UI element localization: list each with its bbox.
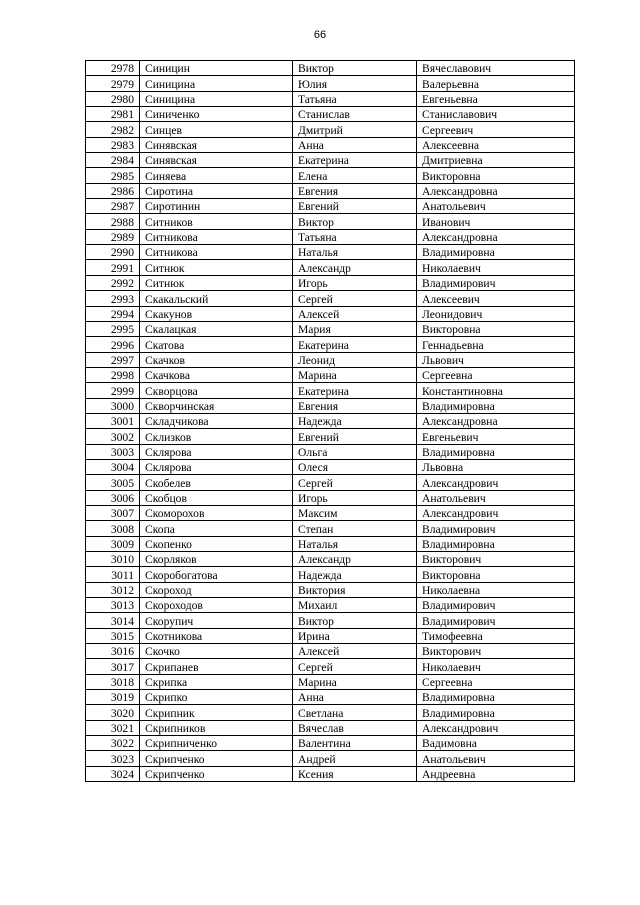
patronymic-cell: Владимировна bbox=[417, 536, 575, 551]
row-number-cell: 3016 bbox=[86, 644, 140, 659]
patronymic-cell: Львович bbox=[417, 352, 575, 367]
patronymic-cell: Викторовна bbox=[417, 168, 575, 183]
first-name-cell: Виктория bbox=[293, 582, 417, 597]
first-name-cell: Наталья bbox=[293, 245, 417, 260]
surname-cell: Скороходов bbox=[140, 598, 293, 613]
row-number-cell: 3020 bbox=[86, 705, 140, 720]
first-name-cell: Алексей bbox=[293, 306, 417, 321]
surname-cell: Ситникова bbox=[140, 229, 293, 244]
patronymic-cell: Викторович bbox=[417, 552, 575, 567]
first-name-cell: Марина bbox=[293, 674, 417, 689]
surname-cell: Ситнюк bbox=[140, 260, 293, 275]
row-number-cell: 2999 bbox=[86, 383, 140, 398]
patronymic-cell: Львовна bbox=[417, 459, 575, 474]
table-row bbox=[86, 122, 575, 137]
patronymic-cell: Викторович bbox=[417, 644, 575, 659]
patronymic-cell: Николаевич bbox=[417, 659, 575, 674]
patronymic-cell: Сергеевич bbox=[417, 122, 575, 137]
first-name-cell: Степан bbox=[293, 521, 417, 536]
patronymic-cell: Дмитриевна bbox=[417, 153, 575, 168]
first-name-cell: Александр bbox=[293, 552, 417, 567]
first-name-cell: Надежда bbox=[293, 413, 417, 428]
table-row bbox=[86, 199, 575, 214]
first-name-cell: Михаил bbox=[293, 598, 417, 613]
row-number-cell: 2978 bbox=[86, 61, 140, 76]
surname-cell: Сиротинин bbox=[140, 199, 293, 214]
surname-cell: Скобелев bbox=[140, 475, 293, 490]
patronymic-cell: Сергеевна bbox=[417, 367, 575, 382]
first-name-cell: Екатерина bbox=[293, 337, 417, 352]
table-row bbox=[86, 260, 575, 275]
patronymic-cell: Валерьевна bbox=[417, 76, 575, 91]
surname-cell: Синявская bbox=[140, 137, 293, 152]
first-name-cell: Елена bbox=[293, 168, 417, 183]
row-number-cell: 2995 bbox=[86, 321, 140, 336]
patronymic-cell: Владимировна bbox=[417, 690, 575, 705]
table-row bbox=[86, 613, 575, 628]
first-name-cell: Екатерина bbox=[293, 153, 417, 168]
surname-cell: Сиротина bbox=[140, 183, 293, 198]
row-number-cell: 3015 bbox=[86, 628, 140, 643]
patronymic-cell: Владимирович bbox=[417, 521, 575, 536]
first-name-cell: Максим bbox=[293, 505, 417, 520]
patronymic-cell: Александровна bbox=[417, 413, 575, 428]
row-number-cell: 3008 bbox=[86, 521, 140, 536]
row-number-cell: 2983 bbox=[86, 137, 140, 152]
table-row bbox=[86, 137, 575, 152]
row-number-cell: 3000 bbox=[86, 398, 140, 413]
first-name-cell: Светлана bbox=[293, 705, 417, 720]
patronymic-cell: Тимофеевна bbox=[417, 628, 575, 643]
first-name-cell: Александр bbox=[293, 260, 417, 275]
patronymic-cell: Владимирович bbox=[417, 613, 575, 628]
surname-cell: Скрипанев bbox=[140, 659, 293, 674]
row-number-cell: 3001 bbox=[86, 413, 140, 428]
patronymic-cell: Вадимовна bbox=[417, 736, 575, 751]
first-name-cell: Игорь bbox=[293, 275, 417, 290]
row-number-cell: 2985 bbox=[86, 168, 140, 183]
first-name-cell: Виктор bbox=[293, 214, 417, 229]
row-number-cell: 3014 bbox=[86, 613, 140, 628]
surname-cell: Скрипник bbox=[140, 705, 293, 720]
first-name-cell: Евгений bbox=[293, 429, 417, 444]
surname-cell: Склизков bbox=[140, 429, 293, 444]
first-name-cell: Мария bbox=[293, 321, 417, 336]
table-row bbox=[86, 398, 575, 413]
row-number-cell: 2988 bbox=[86, 214, 140, 229]
surname-cell: Скоморохов bbox=[140, 505, 293, 520]
first-name-cell: Евгения bbox=[293, 183, 417, 198]
table-row bbox=[86, 153, 575, 168]
row-number-cell: 2990 bbox=[86, 245, 140, 260]
first-name-cell: Татьяна bbox=[293, 229, 417, 244]
surname-cell: Синиченко bbox=[140, 107, 293, 122]
row-number-cell: 3022 bbox=[86, 736, 140, 751]
row-number-cell: 3013 bbox=[86, 598, 140, 613]
table-row bbox=[86, 444, 575, 459]
surname-cell: Скрипников bbox=[140, 720, 293, 735]
row-number-cell: 3002 bbox=[86, 429, 140, 444]
table-row bbox=[86, 229, 575, 244]
table-row bbox=[86, 690, 575, 705]
first-name-cell: Сергей bbox=[293, 291, 417, 306]
table-row bbox=[86, 291, 575, 306]
table-row bbox=[86, 168, 575, 183]
surname-cell: Скрипченко bbox=[140, 766, 293, 781]
patronymic-cell: Александрович bbox=[417, 505, 575, 520]
patronymic-cell: Константиновна bbox=[417, 383, 575, 398]
first-name-cell: Наталья bbox=[293, 536, 417, 551]
row-number-cell: 2991 bbox=[86, 260, 140, 275]
table-row bbox=[86, 628, 575, 643]
row-number-cell: 3017 bbox=[86, 659, 140, 674]
first-name-cell: Вячеслав bbox=[293, 720, 417, 735]
first-name-cell: Станислав bbox=[293, 107, 417, 122]
row-number-cell: 3023 bbox=[86, 751, 140, 766]
row-number-cell: 2984 bbox=[86, 153, 140, 168]
patronymic-cell: Владимировна bbox=[417, 245, 575, 260]
patronymic-cell: Николаевна bbox=[417, 582, 575, 597]
patronymic-cell: Евгеньевич bbox=[417, 429, 575, 444]
surname-cell: Скорляков bbox=[140, 552, 293, 567]
patronymic-cell: Владимирович bbox=[417, 598, 575, 613]
first-name-cell: Ксения bbox=[293, 766, 417, 781]
row-number-cell: 3019 bbox=[86, 690, 140, 705]
patronymic-cell: Александровна bbox=[417, 183, 575, 198]
table-row bbox=[86, 766, 575, 781]
first-name-cell: Игорь bbox=[293, 490, 417, 505]
table-row bbox=[86, 475, 575, 490]
table-row bbox=[86, 567, 575, 582]
patronymic-cell: Владимировна bbox=[417, 398, 575, 413]
table-row bbox=[86, 352, 575, 367]
first-name-cell: Надежда bbox=[293, 567, 417, 582]
roster-table-body bbox=[86, 61, 575, 782]
row-number-cell: 2987 bbox=[86, 199, 140, 214]
row-number-cell: 3024 bbox=[86, 766, 140, 781]
patronymic-cell: Вячеславович bbox=[417, 61, 575, 76]
first-name-cell: Андрей bbox=[293, 751, 417, 766]
surname-cell: Скорупич bbox=[140, 613, 293, 628]
surname-cell: Скрипченко bbox=[140, 751, 293, 766]
patronymic-cell: Станиславович bbox=[417, 107, 575, 122]
surname-cell: Скатова bbox=[140, 337, 293, 352]
patronymic-cell: Анатольевич bbox=[417, 490, 575, 505]
first-name-cell: Евгений bbox=[293, 199, 417, 214]
surname-cell: Скопенко bbox=[140, 536, 293, 551]
surname-cell: Синяева bbox=[140, 168, 293, 183]
table-row bbox=[86, 582, 575, 597]
surname-cell: Синицина bbox=[140, 76, 293, 91]
table-row bbox=[86, 459, 575, 474]
first-name-cell: Анна bbox=[293, 137, 417, 152]
table-row bbox=[86, 91, 575, 106]
surname-cell: Ситникова bbox=[140, 245, 293, 260]
surname-cell: Скотникова bbox=[140, 628, 293, 643]
row-number-cell: 3006 bbox=[86, 490, 140, 505]
table-row bbox=[86, 736, 575, 751]
first-name-cell: Татьяна bbox=[293, 91, 417, 106]
patronymic-cell: Геннадьевна bbox=[417, 337, 575, 352]
table-row bbox=[86, 245, 575, 260]
row-number-cell: 3007 bbox=[86, 505, 140, 520]
row-number-cell: 2986 bbox=[86, 183, 140, 198]
table-row bbox=[86, 536, 575, 551]
patronymic-cell: Алексеевна bbox=[417, 137, 575, 152]
table-row bbox=[86, 275, 575, 290]
patronymic-cell: Леонидович bbox=[417, 306, 575, 321]
row-number-cell: 2996 bbox=[86, 337, 140, 352]
surname-cell: Скалацкая bbox=[140, 321, 293, 336]
surname-cell: Ситников bbox=[140, 214, 293, 229]
table-row bbox=[86, 337, 575, 352]
surname-cell: Синявская bbox=[140, 153, 293, 168]
surname-cell: Скачкова bbox=[140, 367, 293, 382]
patronymic-cell: Викторовна bbox=[417, 567, 575, 582]
surname-cell: Скрипка bbox=[140, 674, 293, 689]
first-name-cell: Ольга bbox=[293, 444, 417, 459]
patronymic-cell: Викторовна bbox=[417, 321, 575, 336]
patronymic-cell: Александрович bbox=[417, 475, 575, 490]
row-number-cell: 2998 bbox=[86, 367, 140, 382]
row-number-cell: 3021 bbox=[86, 720, 140, 735]
first-name-cell: Виктор bbox=[293, 61, 417, 76]
surname-cell: Синцев bbox=[140, 122, 293, 137]
row-number-cell: 3004 bbox=[86, 459, 140, 474]
table-row bbox=[86, 321, 575, 336]
table-row bbox=[86, 383, 575, 398]
row-number-cell: 2981 bbox=[86, 107, 140, 122]
table-row bbox=[86, 552, 575, 567]
table-row bbox=[86, 505, 575, 520]
row-number-cell: 2993 bbox=[86, 291, 140, 306]
first-name-cell: Екатерина bbox=[293, 383, 417, 398]
patronymic-cell: Алексеевич bbox=[417, 291, 575, 306]
table-row bbox=[86, 598, 575, 613]
surname-cell: Ситнюк bbox=[140, 275, 293, 290]
patronymic-cell: Владимирович bbox=[417, 275, 575, 290]
surname-cell: Скочко bbox=[140, 644, 293, 659]
table-row bbox=[86, 705, 575, 720]
table-row bbox=[86, 306, 575, 321]
first-name-cell: Сергей bbox=[293, 659, 417, 674]
row-number-cell: 2980 bbox=[86, 91, 140, 106]
surname-cell: Складчикова bbox=[140, 413, 293, 428]
table-row bbox=[86, 674, 575, 689]
patronymic-cell: Владимировна bbox=[417, 705, 575, 720]
row-number-cell: 3009 bbox=[86, 536, 140, 551]
surname-cell: Склярова bbox=[140, 444, 293, 459]
row-number-cell: 2989 bbox=[86, 229, 140, 244]
surname-cell: Скворчинская bbox=[140, 398, 293, 413]
surname-cell: Скрипниченко bbox=[140, 736, 293, 751]
row-number-cell: 2997 bbox=[86, 352, 140, 367]
surname-cell: Скоробогатова bbox=[140, 567, 293, 582]
first-name-cell: Валентина bbox=[293, 736, 417, 751]
first-name-cell: Леонид bbox=[293, 352, 417, 367]
table-row bbox=[86, 107, 575, 122]
first-name-cell: Сергей bbox=[293, 475, 417, 490]
row-number-cell: 3010 bbox=[86, 552, 140, 567]
surname-cell: Склярова bbox=[140, 459, 293, 474]
surname-cell: Скворцова bbox=[140, 383, 293, 398]
first-name-cell: Алексей bbox=[293, 644, 417, 659]
first-name-cell: Евгения bbox=[293, 398, 417, 413]
first-name-cell: Марина bbox=[293, 367, 417, 382]
row-number-cell: 3003 bbox=[86, 444, 140, 459]
row-number-cell: 2992 bbox=[86, 275, 140, 290]
first-name-cell: Ирина bbox=[293, 628, 417, 643]
row-number-cell: 2982 bbox=[86, 122, 140, 137]
surname-cell: Скачков bbox=[140, 352, 293, 367]
roster-table bbox=[85, 60, 575, 782]
surname-cell: Скопа bbox=[140, 521, 293, 536]
table-row bbox=[86, 490, 575, 505]
row-number-cell: 3005 bbox=[86, 475, 140, 490]
row-number-cell: 3018 bbox=[86, 674, 140, 689]
first-name-cell: Виктор bbox=[293, 613, 417, 628]
patronymic-cell: Иванович bbox=[417, 214, 575, 229]
patronymic-cell: Николаевич bbox=[417, 260, 575, 275]
table-row bbox=[86, 214, 575, 229]
table-row bbox=[86, 367, 575, 382]
row-number-cell: 2994 bbox=[86, 306, 140, 321]
surname-cell: Скороход bbox=[140, 582, 293, 597]
surname-cell: Скакальский bbox=[140, 291, 293, 306]
first-name-cell: Дмитрий bbox=[293, 122, 417, 137]
patronymic-cell: Андреевна bbox=[417, 766, 575, 781]
patronymic-cell: Александровна bbox=[417, 229, 575, 244]
first-name-cell: Юлия bbox=[293, 76, 417, 91]
first-name-cell: Олеся bbox=[293, 459, 417, 474]
patronymic-cell: Евгеньевна bbox=[417, 91, 575, 106]
table-row bbox=[86, 644, 575, 659]
row-number-cell: 3012 bbox=[86, 582, 140, 597]
table-row bbox=[86, 659, 575, 674]
table-row bbox=[86, 521, 575, 536]
row-number-cell: 3011 bbox=[86, 567, 140, 582]
table-row bbox=[86, 61, 575, 76]
table-row bbox=[86, 720, 575, 735]
table-row bbox=[86, 76, 575, 91]
first-name-cell: Анна bbox=[293, 690, 417, 705]
patronymic-cell: Александрович bbox=[417, 720, 575, 735]
table-row bbox=[86, 183, 575, 198]
table-row bbox=[86, 429, 575, 444]
patronymic-cell: Сергеевна bbox=[417, 674, 575, 689]
surname-cell: Скрипко bbox=[140, 690, 293, 705]
surname-cell: Скобцов bbox=[140, 490, 293, 505]
surname-cell: Синицина bbox=[140, 91, 293, 106]
table-row bbox=[86, 413, 575, 428]
surname-cell: Синицин bbox=[140, 61, 293, 76]
row-number-cell: 2979 bbox=[86, 76, 140, 91]
table-row bbox=[86, 751, 575, 766]
patronymic-cell: Анатольевич bbox=[417, 199, 575, 214]
surname-cell: Скакунов bbox=[140, 306, 293, 321]
patronymic-cell: Владимировна bbox=[417, 444, 575, 459]
page-number: 66 bbox=[313, 29, 327, 41]
patronymic-cell: Анатольевич bbox=[417, 751, 575, 766]
